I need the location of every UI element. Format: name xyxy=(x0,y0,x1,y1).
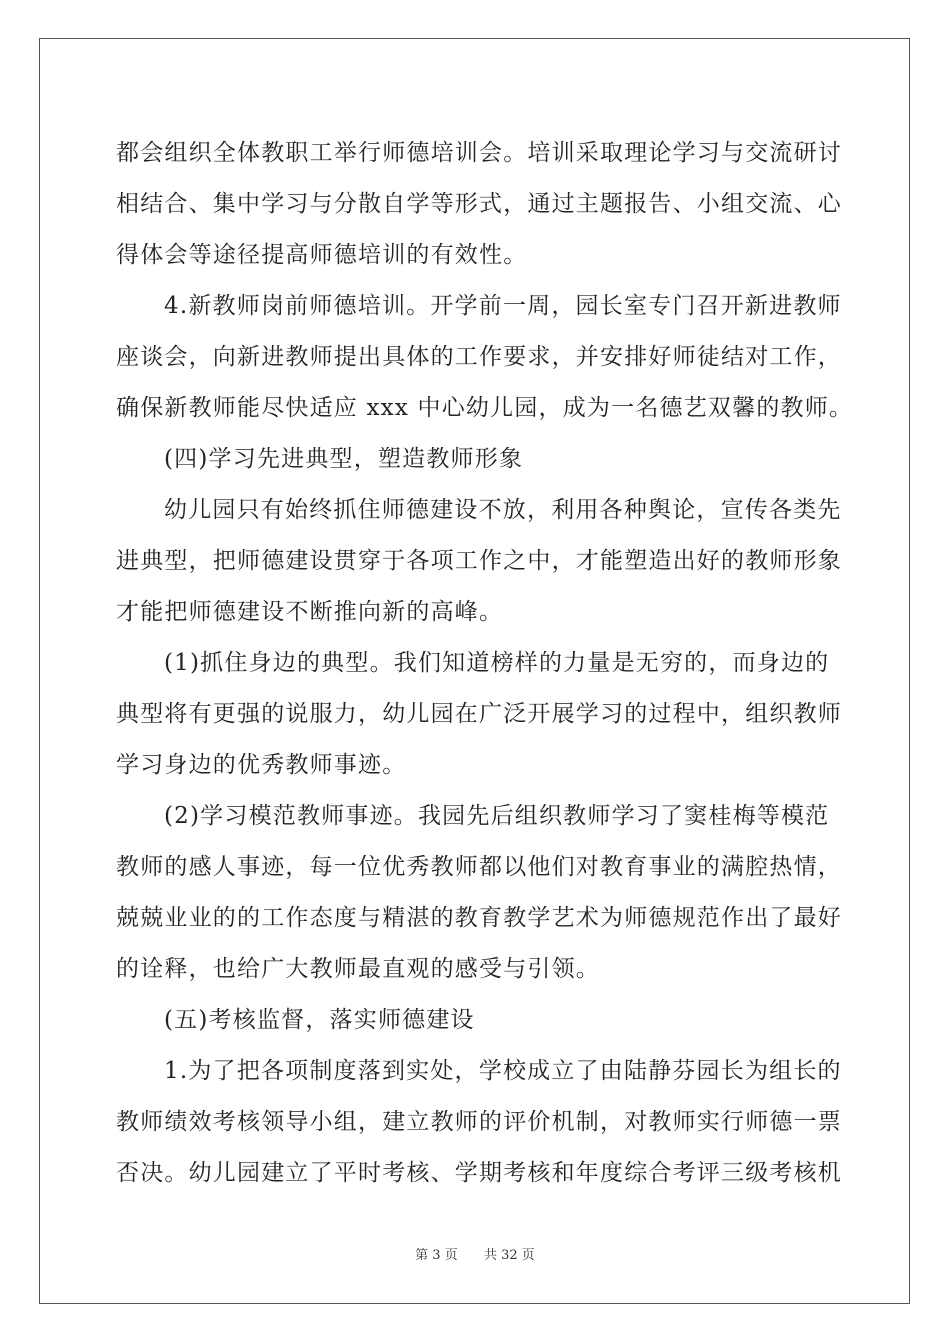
text-line: 座谈会，向新进教师提出具体的工作要求，并安排好师徒结对工作， xyxy=(116,344,842,370)
document-body xyxy=(116,128,854,1199)
page-total: 共 32 页 xyxy=(484,1248,535,1263)
text-line: 进典型，把师德建设贯穿于各项工作之中，才能塑造出好的教师形象 xyxy=(116,548,842,574)
text-line: 教师的感人事迹，每一位优秀教师都以他们对教育事业的满腔热情， xyxy=(116,854,842,880)
text-line: 兢兢业业的的工作态度与精湛的教育教学艺术为师德规范作出了最好 xyxy=(116,905,842,931)
text-line: 相结合、集中学习与分散自学等形式，通过主题报告、小组交流、心 xyxy=(116,191,842,217)
text-line: 得体会等途径提高师德培训的有效性。 xyxy=(116,242,528,268)
paragraph-start: 1.为了把各项制度落到实处，学校成立了由陆静芬园长为组长的 xyxy=(164,1058,842,1084)
page-number: 第 3 页 xyxy=(415,1248,458,1263)
text-line: 确保新教师能尽快适应 xxx 中心幼儿园，成为一名德艺双馨的教师。 xyxy=(116,395,854,421)
paragraph-start: 幼儿园只有始终抓住师德建设不放，利用各种舆论，宣传各类先 xyxy=(164,497,842,523)
paragraph-start: (2)学习模范教师事迹。我园先后组织教师学习了窦桂梅等模范 xyxy=(164,803,830,829)
text-line: 学习身边的优秀教师事迹。 xyxy=(116,752,407,778)
paragraph-start: (1)抓住身边的典型。我们知道榜样的力量是无穷的，而身边的 xyxy=(164,650,830,676)
text-line: 的诠释，也给广大教师最直观的感受与引领。 xyxy=(116,956,600,982)
text-line: 都会组织全体教职工举行师德培训会。培训采取理论学习与交流研讨 xyxy=(116,140,842,166)
page-footer xyxy=(0,1244,950,1263)
text-line: 否决。幼儿园建立了平时考核、学期考核和年度综合考评三级考核机 xyxy=(116,1160,842,1186)
section-heading: (五)考核监督，落实师德建设 xyxy=(164,1007,475,1033)
text-line: 典型将有更强的说服力，幼儿园在广泛开展学习的过程中，组织教师 xyxy=(116,701,842,727)
text-line: 教师绩效考核领导小组，建立教师的评价机制，对教师实行师德一票 xyxy=(116,1109,842,1135)
paragraph-start: 4.新教师岗前师德培训。开学前一周，园长室专门召开新进教师 xyxy=(164,293,842,319)
section-heading: (四)学习先进典型，塑造教师形象 xyxy=(164,446,524,472)
text-line: 才能把师德建设不断推向新的高峰。 xyxy=(116,599,504,625)
